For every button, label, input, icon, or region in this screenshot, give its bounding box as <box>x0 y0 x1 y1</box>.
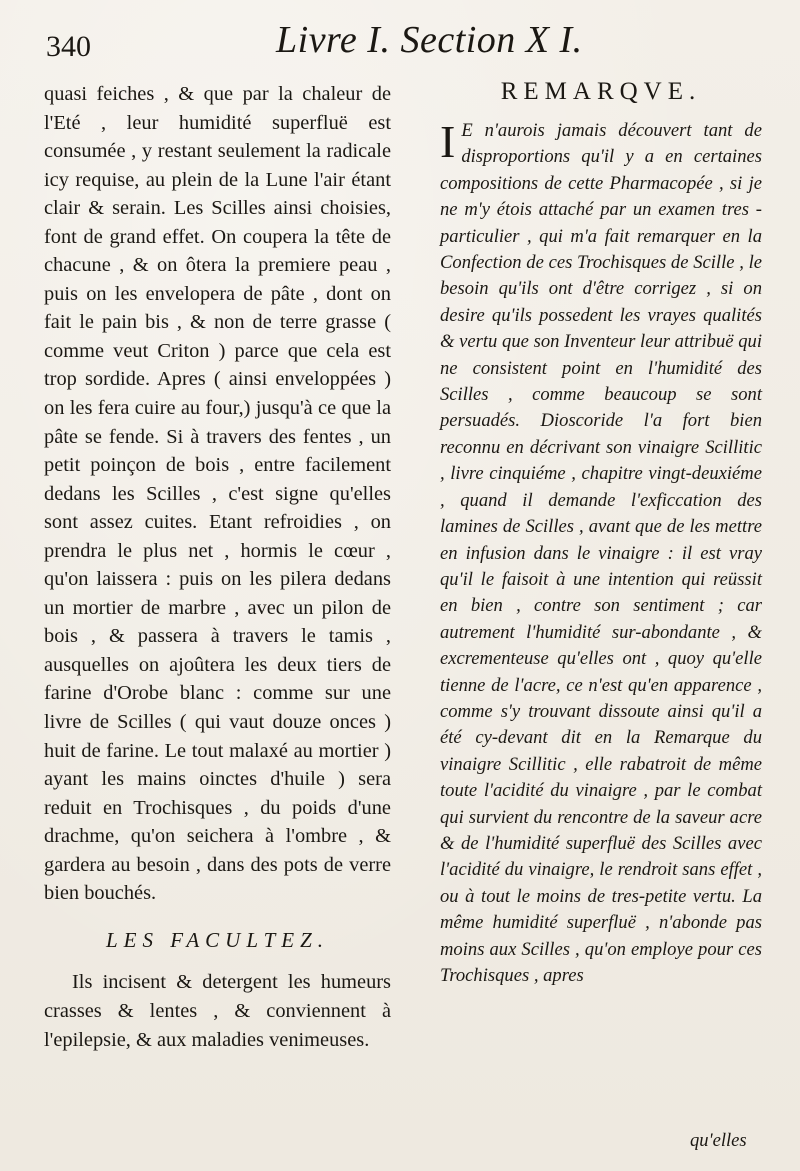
section-heading: LES FACULTEZ. <box>105 927 330 952</box>
remarque-body: E n'aurois jamais découvert tant de disproportions qu'il y a en certaines compositions de cette Pharmacopée , si je ne m'y étois attaché par un examen tres - particulier , qui m'a fait remarquer en la Confection de ces Trochisques de Scille , le besoin qu'ils ont d'être corrigez , si on desire qu'ils possedent les vrayes qualités & vertu que son Inventeur leur attribuë qui ne consistent point en l'humidité des Scilles , comme beaucoup se sont persuadés. Dioscoride l'a fort bien reconnu en décrivant son vinaigre Scillitic , livre cinquiéme , chapitre vingt-deuxiéme , quand il demande l'exficcation des lamines de Scilles , avant que de les mettre en infusion dans le vinaigre : il est vray qu'il le faisoit à une intention qui reüssit en bien , contre son sentiment ; car autrement l'humidité sur-abondante , & excrementeuse qu'elles ont , quoy qu'elle tienne de l'acre, ce n'est qu'en apparence , comme s'y trouvant dissoute ainsi qu'il a été cy-devant dit en la Remarque du vinaigre Scillitic , elle rabatroit de même toute l'acidité du vinaigre , par le combat qui survient du rencontre de la saveur acre & de l'humidité superfluë des Scilles avec l'acidité du vinaigre, le rendroit sans effet , ou à tout le moins de tres-petite vertu. La même humidité superfluë , n'abonde pas moins aux Scilles , qu'on employe pour ces Trochisques , apres <box>440 120 762 986</box>
body-paragraph: quasi feiches , & que par la chaleur de l'Eté , leur humidité superfluë est consumée , y restant seulement la radicale icy requise, au plein de la Lune l'air étant clair & serain. Les Scilles ainsi choisies, font de grand effet. On coupera la tête de chacune , & on ôtera la premiere peau , puis on les envelopera de pâte , dont on fait le pain bis , & non de terre grasse ( comme veut Criton ) parce que cela est trop sordide. Apres ( ainsi enveloppées ) on les fera cuire au four,) jusqu'à ce que la pâte se fende. Si à travers des fentes , un petit poinçon de bois , entre facilement dedans les Scilles , c'est signe qu'elles sont assez cuites. Etant refroidies , on prendra le plus net , hormis le cœur , qu'on laissera : puis on les pilera dedans un mortier de marbre , avec un pilon de bois , & passera à travers le tamis , ausquelles on ajoûtera les deux tiers de farine d'Orobe blanc : comme sur une livre de Scilles ( qui vaut douze onces ) huit de farine. Le tout malaxé au mortier ) ayant les mains oinctes d'huile ) sera reduit en Trochisques , du poids d'une drachme, qu'on seichera à l'ombre , & gardera au besoin , dans des pots de verre bien bouchés. <box>44 83 391 905</box>
drop-cap: I <box>440 116 456 167</box>
left-column <box>44 80 391 1054</box>
running-title: Livre I. Section X I. <box>276 19 583 61</box>
body-paragraph: Ils incisent & detergent les humeurs crasses & lentes , & conviennent à l'epilepsie, & aux maladies venimeuses. <box>44 971 391 1051</box>
remarque-paragraph <box>440 118 762 989</box>
remarque-title: REMARQVE. <box>500 78 702 105</box>
catchword: qu'elles <box>690 1130 747 1151</box>
page-number: 340 <box>46 30 91 63</box>
page-header <box>40 18 780 66</box>
right-column <box>440 78 762 989</box>
